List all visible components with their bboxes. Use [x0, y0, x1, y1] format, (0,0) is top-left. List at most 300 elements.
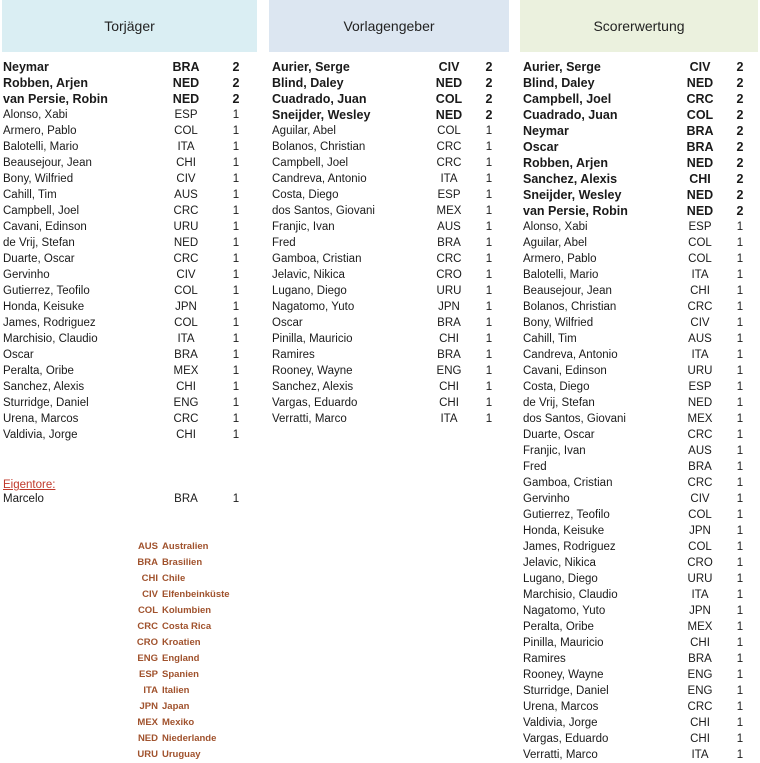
count-value: 1 [232, 189, 240, 201]
country-code: ITA [691, 349, 709, 361]
count-value: 1 [485, 221, 493, 233]
table-row [272, 139, 507, 155]
table-row [523, 299, 758, 315]
table-row [523, 235, 758, 251]
count-value: 2 [232, 92, 240, 106]
count-value: 1 [736, 365, 744, 377]
count-value: 2 [736, 140, 744, 154]
table-row [523, 459, 758, 475]
country-code: CHI [439, 381, 459, 393]
count-value: 1 [232, 349, 240, 361]
country-code: CIV [176, 269, 196, 281]
count-value: 1 [485, 397, 493, 409]
player-name: Valdivia, Jorge [523, 717, 598, 729]
country-code: CHI [690, 733, 710, 745]
count-value: 1 [232, 285, 240, 297]
count-value: 1 [736, 237, 744, 249]
player-name: Campbell, Joel [523, 92, 612, 106]
table-row [272, 379, 507, 395]
player-name: Costa, Diego [523, 381, 590, 393]
player-name: Oscar [523, 140, 559, 154]
count-value: 1 [232, 493, 240, 505]
table-row [523, 123, 758, 139]
country-code: CHI [690, 717, 710, 729]
count-value: 1 [736, 493, 744, 505]
country-code: JPN [438, 301, 460, 313]
player-name: Ramires [272, 349, 315, 361]
count-value: 1 [736, 445, 744, 457]
legend-code: ESP [138, 669, 158, 680]
table-row [3, 331, 253, 347]
table-row [3, 123, 253, 139]
player-name: Sanchez, Alexis [523, 172, 618, 186]
table-row [523, 139, 758, 155]
count-value: 1 [736, 573, 744, 585]
player-name: Ramires [523, 653, 566, 665]
legend-code: COL [137, 605, 158, 616]
count-value: 1 [736, 381, 744, 393]
country-code: BRA [174, 493, 198, 505]
legend-code: ENG [137, 653, 158, 664]
table-row [523, 507, 758, 523]
count-value: 1 [485, 141, 493, 153]
count-value: 1 [232, 173, 240, 185]
count-value: 1 [485, 381, 493, 393]
player-name: Fred [272, 237, 296, 249]
country-code: BRA [686, 140, 714, 154]
player-name: Cuadrado, Juan [272, 92, 367, 106]
count-value: 1 [736, 301, 744, 313]
legend-code: MEX [137, 717, 158, 728]
table-row [523, 587, 758, 603]
country-code: ITA [177, 141, 195, 153]
player-name: Marchisio, Claudio [523, 589, 618, 601]
table-row [523, 443, 758, 459]
country-code: BRA [437, 317, 461, 329]
table-row [523, 91, 758, 107]
table-row [523, 347, 758, 363]
table-row [523, 219, 758, 235]
legend-country: Brasilien [162, 557, 203, 568]
count-value: 1 [485, 285, 493, 297]
country-code: CRO [436, 269, 462, 281]
player-name: Valdivia, Jorge [3, 429, 78, 441]
player-name: Marchisio, Claudio [3, 333, 98, 345]
player-name: Beausejour, Jean [523, 285, 612, 297]
table-row [3, 427, 253, 443]
count-value: 1 [232, 365, 240, 377]
country-code: AUS [437, 221, 461, 233]
country-code: ENG [687, 669, 713, 681]
table-row [523, 203, 758, 219]
country-code: COL [686, 108, 714, 122]
table-row [3, 107, 253, 123]
count-value: 1 [232, 253, 240, 265]
country-code: CIV [176, 173, 196, 185]
table-row [523, 523, 758, 539]
country-code: ESP [437, 189, 461, 201]
table-row [523, 107, 758, 123]
country-code: COL [174, 285, 198, 297]
count-value: 1 [485, 301, 493, 313]
player-name: van Persie, Robin [523, 204, 628, 218]
table-row [3, 347, 253, 363]
table-row [272, 315, 507, 331]
player-name: Verratti, Marco [523, 749, 598, 761]
country-code: COL [437, 125, 461, 137]
table-row [523, 603, 758, 619]
player-name: Campbell, Joel [3, 205, 80, 217]
country-code: MEX [687, 413, 713, 425]
table-row [523, 427, 758, 443]
country-code: COL [174, 125, 198, 137]
count-value: 1 [232, 237, 240, 249]
count-value: 1 [485, 253, 493, 265]
count-value: 1 [485, 413, 493, 425]
legend-code: NED [137, 733, 158, 744]
country-code: ESP [688, 221, 712, 233]
count-value: 2 [736, 108, 744, 122]
country-code: CRC [436, 141, 462, 153]
table-row [523, 155, 758, 171]
count-value: 1 [736, 397, 744, 409]
country-code: CRC [436, 157, 462, 169]
count-value: 2 [232, 76, 240, 90]
torjaeger-table [3, 59, 253, 443]
country-code: CHI [439, 333, 459, 345]
country-code: NED [173, 237, 199, 249]
count-value: 1 [736, 621, 744, 633]
count-value: 1 [736, 269, 744, 281]
country-code: BRA [688, 461, 712, 473]
table-row [3, 315, 253, 331]
player-name: Pinilla, Mauricio [272, 333, 353, 345]
table-row [523, 555, 758, 571]
count-value: 1 [232, 301, 240, 313]
legend-code: AUS [137, 541, 158, 552]
count-value: 1 [736, 701, 744, 713]
vorlagengeber-header [269, 0, 509, 52]
table-row [272, 347, 507, 363]
legend-code: ITA [143, 685, 158, 696]
legend-country: Australien [162, 541, 209, 552]
legend-code: CIV [142, 589, 158, 600]
country-code: ESP [688, 381, 712, 393]
count-value: 1 [485, 333, 493, 345]
table-row [272, 107, 507, 123]
player-name: Balotelli, Mario [3, 141, 79, 153]
country-code: CHI [176, 157, 196, 169]
country-code: JPN [689, 605, 711, 617]
count-value: 2 [736, 92, 744, 106]
table-row [523, 251, 758, 267]
player-name: dos Santos, Giovani [523, 413, 626, 425]
count-value: 1 [736, 413, 744, 425]
country-code: COL [688, 237, 712, 249]
table-row [523, 267, 758, 283]
player-name: Armero, Pablo [3, 125, 77, 137]
player-name: Candreva, Antonio [272, 173, 367, 185]
legend-country: Niederlande [162, 733, 217, 744]
table-row [523, 539, 758, 555]
table-row [523, 667, 758, 683]
table-row [523, 747, 758, 763]
player-name: Aguilar, Abel [272, 125, 336, 137]
country-code: BRA [437, 237, 461, 249]
player-name: Sanchez, Alexis [3, 381, 85, 393]
count-value: 1 [485, 205, 493, 217]
count-value: 1 [232, 381, 240, 393]
table-row [3, 491, 253, 507]
table-row [3, 171, 253, 187]
table-row [523, 731, 758, 747]
player-name: Lugano, Diego [523, 573, 598, 585]
player-name: Peralta, Oribe [523, 621, 594, 633]
count-value: 1 [736, 637, 744, 649]
player-name: Aurier, Serge [272, 60, 350, 74]
player-name: Bolanos, Christian [272, 141, 366, 153]
player-name: van Persie, Robin [3, 92, 108, 106]
count-value: 2 [485, 92, 493, 106]
count-value: 1 [232, 269, 240, 281]
table-row [272, 187, 507, 203]
scorerwertung-title: Scorerwertung [593, 18, 685, 34]
player-name: Campbell, Joel [272, 157, 349, 169]
table-row [3, 59, 253, 75]
player-name: Sturridge, Daniel [3, 397, 89, 409]
player-name: Gamboa, Cristian [272, 253, 362, 265]
player-name: Lugano, Diego [272, 285, 347, 297]
table-row [523, 699, 758, 715]
table-row [3, 187, 253, 203]
country-code: CRC [686, 92, 714, 106]
table-row [3, 203, 253, 219]
count-value: 1 [736, 717, 744, 729]
legend-country: Kroatien [162, 637, 201, 648]
country-code: COL [688, 541, 712, 553]
table-row [523, 283, 758, 299]
country-code: NED [686, 188, 714, 202]
count-value: 1 [736, 749, 744, 761]
country-code: CIV [690, 493, 710, 505]
table-row [3, 139, 253, 155]
country-code: NED [686, 76, 714, 90]
player-name: Sanchez, Alexis [272, 381, 354, 393]
count-value: 1 [736, 253, 744, 265]
count-value: 2 [485, 76, 493, 90]
legend-country: England [162, 653, 200, 664]
country-code: NED [172, 92, 200, 106]
count-value: 2 [232, 60, 240, 74]
country-code: BRA [686, 124, 714, 138]
player-name: Vargas, Eduardo [272, 397, 358, 409]
legend-country: Elfenbeinküste [162, 589, 230, 600]
table-row [523, 683, 758, 699]
count-value: 1 [232, 125, 240, 137]
country-code: CHI [690, 637, 710, 649]
player-name: Marcelo [3, 493, 44, 505]
country-code: CRC [687, 477, 713, 489]
table-row [272, 91, 507, 107]
player-name: Blind, Daley [523, 76, 595, 90]
player-name: Rooney, Wayne [523, 669, 604, 681]
country-code: CRC [687, 429, 713, 441]
count-value: 1 [736, 733, 744, 745]
vorlagengeber-title: Vorlagengeber [343, 18, 435, 34]
legend-country: Spanien [162, 669, 199, 680]
country-code: CHI [689, 172, 711, 186]
player-name: Peralta, Oribe [3, 365, 74, 377]
country-code: CIV [689, 60, 711, 74]
country-code: COL [174, 317, 198, 329]
table-row [523, 491, 758, 507]
country-code: NED [686, 156, 714, 170]
count-value: 1 [736, 429, 744, 441]
country-code: COL [688, 509, 712, 521]
count-value: 1 [736, 317, 744, 329]
player-name: Robben, Arjen [523, 156, 608, 170]
player-name: Gamboa, Cristian [523, 477, 613, 489]
country-code: CRC [436, 253, 462, 265]
count-value: 1 [736, 285, 744, 297]
legend-code: JPN [139, 701, 158, 712]
table-row [523, 571, 758, 587]
count-value: 1 [232, 205, 240, 217]
table-row [523, 331, 758, 347]
table-row [523, 635, 758, 651]
country-code: NED [435, 108, 463, 122]
count-value: 2 [736, 156, 744, 170]
country-code: ITA [691, 589, 709, 601]
table-row [523, 75, 758, 91]
table-row [3, 283, 253, 299]
player-name: James, Rodriguez [3, 317, 96, 329]
player-name: Cavani, Edinson [523, 365, 607, 377]
player-name: Franjic, Ivan [272, 221, 335, 233]
legend-country: Costa Rica [162, 621, 212, 632]
country-code: MEX [173, 365, 199, 377]
country-code: COL [435, 92, 463, 106]
table-row [272, 283, 507, 299]
count-value: 1 [736, 525, 744, 537]
count-value: 1 [736, 333, 744, 345]
legend-country: Chile [162, 573, 186, 584]
player-name: Duarte, Oscar [523, 429, 595, 441]
table-row [523, 315, 758, 331]
count-value: 2 [736, 204, 744, 218]
count-value: 1 [736, 477, 744, 489]
country-code: CRC [173, 253, 199, 265]
country-code: AUS [174, 189, 198, 201]
country-code: MEX [436, 205, 462, 217]
count-value: 1 [232, 317, 240, 329]
count-value: 1 [736, 461, 744, 473]
player-name: Franjic, Ivan [523, 445, 586, 457]
count-value: 1 [736, 509, 744, 521]
count-value: 1 [232, 413, 240, 425]
table-row [523, 395, 758, 411]
count-value: 1 [485, 269, 493, 281]
country-code: ITA [177, 333, 195, 345]
table-row [523, 651, 758, 667]
player-name: Gutierrez, Teofilo [3, 285, 90, 297]
player-name: Fred [523, 461, 547, 473]
country-code: ITA [691, 749, 709, 761]
count-value: 1 [736, 669, 744, 681]
table-row [272, 75, 507, 91]
country-code: ITA [691, 269, 709, 281]
player-name: Alonso, Xabi [3, 109, 68, 121]
country-code: CIV [438, 60, 460, 74]
player-name: Neymar [523, 124, 569, 138]
table-row [3, 155, 253, 171]
count-value: 1 [232, 221, 240, 233]
count-value: 1 [485, 173, 493, 185]
player-name: James, Rodriguez [523, 541, 616, 553]
count-value: 1 [485, 317, 493, 329]
count-value: 1 [485, 189, 493, 201]
legend-code: URU [137, 749, 158, 760]
table-row [523, 187, 758, 203]
country-code: JPN [689, 525, 711, 537]
player-name: Armero, Pablo [523, 253, 597, 265]
country-code: CRC [687, 701, 713, 713]
torjaeger-title: Torjäger [104, 18, 155, 34]
count-value: 1 [485, 237, 493, 249]
player-name: Costa, Diego [272, 189, 339, 201]
count-value: 1 [485, 157, 493, 169]
player-name: Cahill, Tim [3, 189, 57, 201]
scorerwertung-header [520, 0, 758, 52]
player-name: Balotelli, Mario [523, 269, 599, 281]
country-code: ENG [687, 685, 713, 697]
player-name: Honda, Keisuke [3, 301, 85, 313]
table-row [272, 395, 507, 411]
player-name: Nagatomo, Yuto [272, 301, 355, 313]
player-name: de Vrij, Stefan [3, 237, 75, 249]
country-code: ESP [174, 109, 198, 121]
legend-code: CRC [137, 621, 158, 632]
legend-country: Kolumbien [162, 605, 212, 616]
count-value: 1 [232, 397, 240, 409]
country-code: ITA [440, 413, 458, 425]
table-row [523, 379, 758, 395]
count-value: 1 [736, 221, 744, 233]
table-row [3, 395, 253, 411]
count-value: 2 [736, 188, 744, 202]
player-name: Nagatomo, Yuto [523, 605, 606, 617]
country-code: CRC [173, 413, 199, 425]
count-value: 1 [736, 653, 744, 665]
table-row [3, 251, 253, 267]
country-code: ITA [440, 173, 458, 185]
table-row [3, 363, 253, 379]
count-value: 1 [232, 429, 240, 441]
player-name: dos Santos, Giovani [272, 205, 375, 217]
player-name: Alonso, Xabi [523, 221, 588, 233]
table-row [272, 235, 507, 251]
player-name: Pinilla, Mauricio [523, 637, 604, 649]
player-name: Candreva, Antonio [523, 349, 618, 361]
table-row [272, 411, 507, 427]
count-value: 1 [485, 365, 493, 377]
country-code: CRC [687, 301, 713, 313]
country-code: URU [687, 365, 713, 377]
count-value: 1 [485, 125, 493, 137]
player-name: Cahill, Tim [523, 333, 577, 345]
count-value: 2 [485, 108, 493, 122]
table-row [3, 267, 253, 283]
